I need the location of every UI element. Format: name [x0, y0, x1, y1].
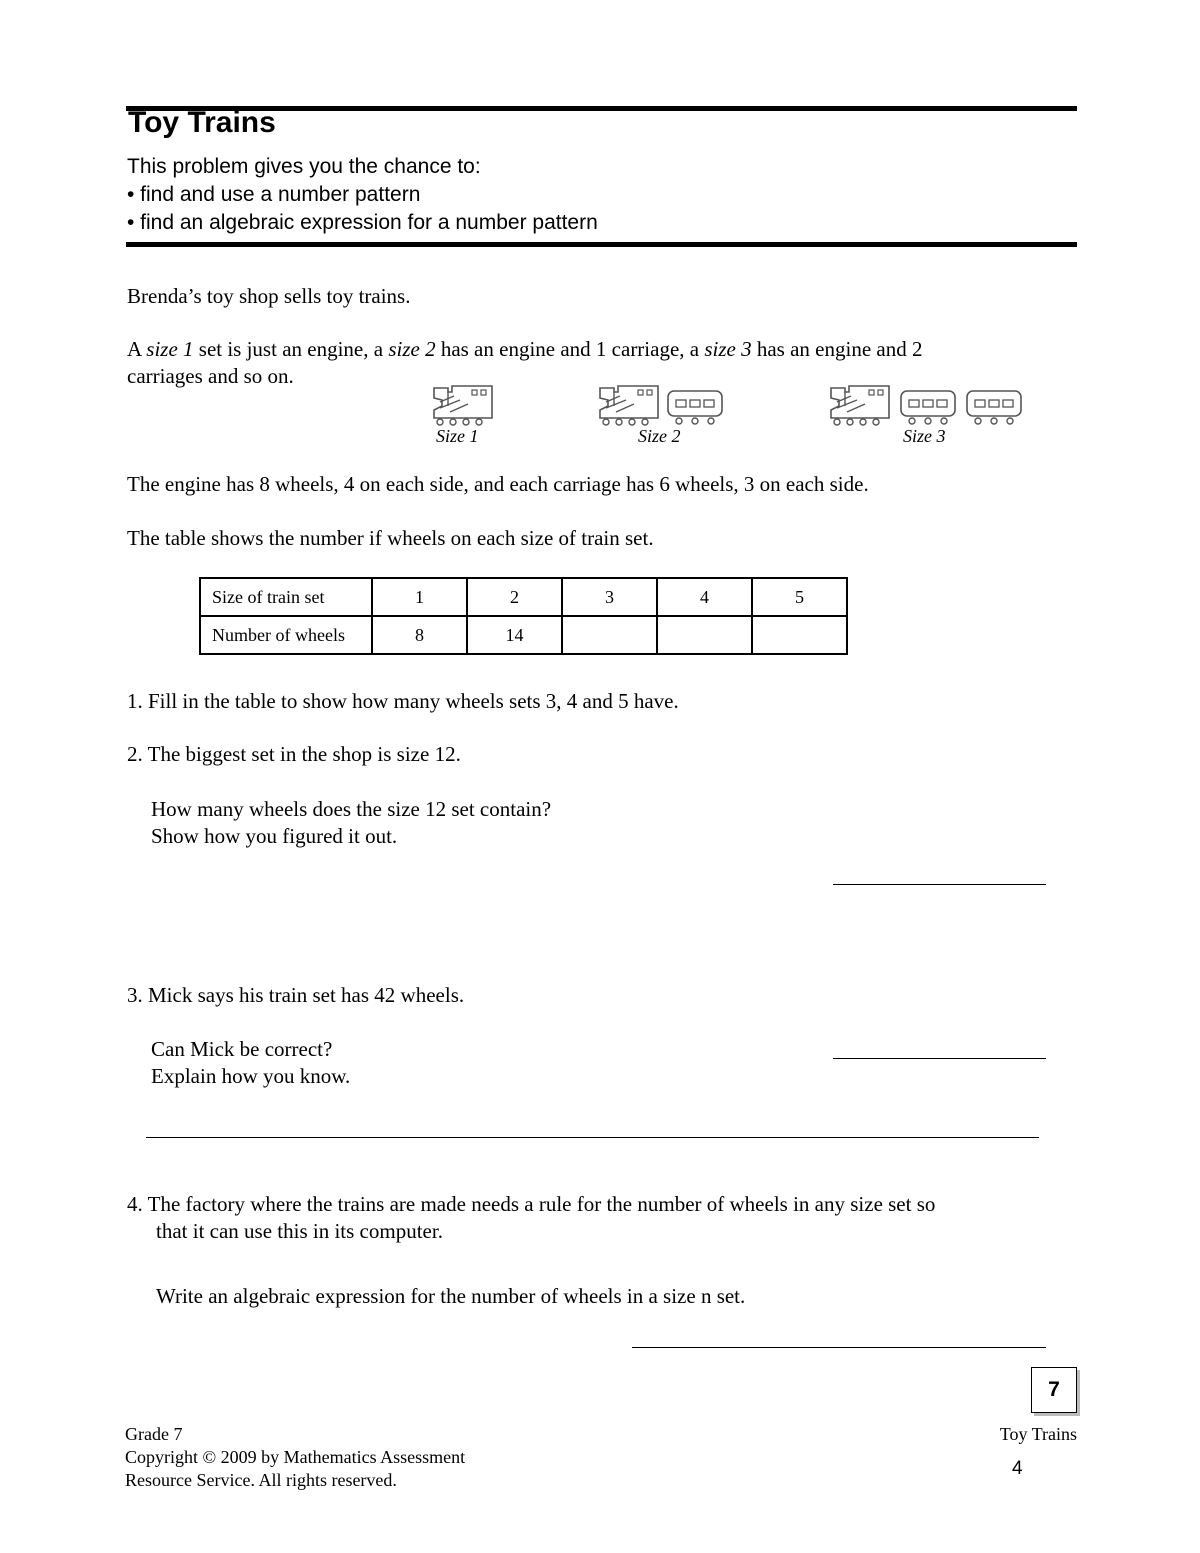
intro-text: This problem gives you the chance to: — [127, 155, 481, 178]
table-cell: 2 — [467, 578, 562, 616]
intro-bullet-2: • find an algebraic expression for a number pattern — [127, 211, 598, 234]
paragraph-sizes: A size 1 set is just an engine, a size 2 has an engine and 1 carriage, a size 3 has an engine and 2 carriages and so on. — [127, 337, 923, 388]
term-size-2: size 2 — [388, 337, 436, 361]
score-box: 7 — [1031, 1367, 1077, 1413]
table-row-label: Number of wheels — [200, 616, 372, 654]
question-1: 1. Fill in the table to show how many wheels sets 3, 4 and 5 have. — [127, 689, 679, 713]
table-row-label: Size of train set — [200, 578, 372, 616]
footer-copyright-1: Copyright © 2009 by Mathematics Assessment — [125, 1447, 466, 1467]
answer-line-q3[interactable] — [833, 1058, 1046, 1059]
page-title: Toy Trains — [128, 106, 276, 139]
caption-size-1: Size 1 — [436, 426, 479, 446]
question-4-prompt: Write an algebraic expression for the number of wheels in a size n set. — [156, 1284, 746, 1308]
footer-grade: Grade 7 — [125, 1424, 183, 1444]
table-cell: 5 — [752, 578, 847, 616]
train-engine-icon — [831, 386, 889, 425]
train-engine-icon — [600, 386, 658, 425]
answer-cell-size-5[interactable] — [752, 616, 847, 654]
table-cell: 3 — [562, 578, 657, 616]
answer-line-q2[interactable] — [833, 884, 1046, 885]
train-carriage-icon — [901, 391, 955, 424]
intro-block — [127, 153, 598, 237]
header-bottom-rule — [126, 242, 1077, 247]
footer-left — [125, 1423, 465, 1492]
paragraph-wheels: The engine has 8 wheels, 4 on each side, and each carriage has 6 wheels, 3 on each side. — [127, 472, 869, 496]
train-sets-figure — [420, 378, 1040, 450]
table-cell: 4 — [657, 578, 752, 616]
page-number: 4 — [1012, 1458, 1023, 1479]
intro-bullet-1: • find and use a number pattern — [127, 183, 421, 206]
caption-size-2: Size 2 — [638, 426, 681, 446]
table-cell: 8 — [372, 616, 467, 654]
caption-size-3: Size 3 — [903, 426, 946, 446]
table-cell: 14 — [467, 616, 562, 654]
train-carriage-icon — [967, 391, 1021, 424]
table-row — [200, 616, 847, 654]
answer-cell-size-3[interactable] — [562, 616, 657, 654]
table-cell: 1 — [372, 578, 467, 616]
explanation-line-q3[interactable] — [146, 1137, 1039, 1138]
paragraph-shop: Brenda’s toy shop sells toy trains. — [127, 284, 411, 308]
question-3: 3. Mick says his train set has 42 wheels. — [127, 983, 465, 1007]
footer-task-name: Toy Trains — [999, 1424, 1077, 1444]
footer-copyright-2: Resource Service. All rights reserved. — [125, 1470, 397, 1490]
question-3-prompt: Can Mick be correct? Explain how you know. — [151, 1037, 351, 1088]
table-row — [200, 578, 847, 616]
question-4: 4. The factory where the trains are made needs a rule for the number of wheels in any size set so that it can use this in its computer. — [127, 1192, 936, 1243]
paragraph-table-intro: The table shows the number if wheels on each size of train set. — [127, 526, 654, 550]
term-size-1: size 1 — [146, 337, 194, 361]
term-size-3: size 3 — [704, 337, 752, 361]
answer-cell-size-4[interactable] — [657, 616, 752, 654]
question-2-prompt: How many wheels does the size 12 set contain? Show how you figured it out. — [151, 797, 552, 848]
train-carriage-icon — [668, 391, 722, 424]
answer-line-q4[interactable] — [632, 1347, 1046, 1348]
wheels-table — [199, 577, 848, 655]
question-2: 2. The biggest set in the shop is size 12. — [127, 742, 461, 766]
train-engine-icon — [434, 386, 492, 425]
